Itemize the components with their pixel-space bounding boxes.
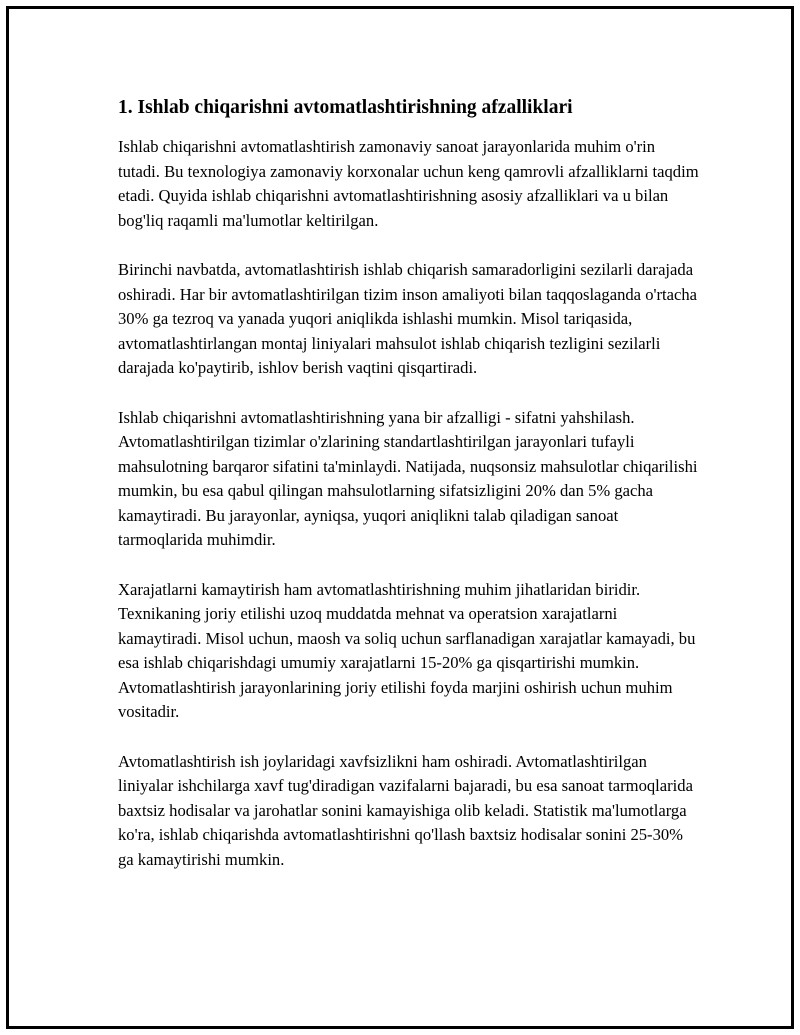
section-heading: 1. Ishlab chiqarishni avtomatlashtirishning afzalliklari — [118, 97, 573, 118]
paragraph-safety: Avtomatlashtirish ish joylaridagi xavfsizlikni ham oshiradi. Avtomatlashtirilgan liniyalar ishchilarga xavf tug'diradigan vazifalarni bajaradi, bu esa sanoat tarmoqlarida baxtsiz hodisalar va jarohatlar sonini kamayishiga olib keladi. Statistik ma'lumotlarga ko'ra, ishlab chiqarishda avtomatlashtirishni qo'llash baxtsiz hodisalar sonini 25-30% ga kamaytirishi mumkin. — [118, 751, 693, 869]
paragraph-quality: Ishlab chiqarishni avtomatlashtirishning yana bir afzalligi - sifatni yahshilash. Avtomatlashtirilgan tizimlar o'zlarining standartlashtirilgan jarayonlari tufayli mahsulotning barqaror sifatini ta'minlaydi. Natijada, nuqsonsiz mahsulotlar chiqarilishi mumkin, bu esa qabul qilingan mahsulotlarning sifatsizligini 20% dan 5% gacha kamaytiradi. Bu jarayonlar, ayniqsa, yuqori aniqlikni talab qiladigan sanoat tarmoqlarida muhimdir. — [118, 407, 698, 549]
paragraph-intro: Ishlab chiqarishni avtomatlashtirish zamonaviy sanoat jarayonlarida muhim o'rin tutadi. Bu texnologiya zamonaviy korxonalar uchun keng qamrovli afzalliklarni taqdim etadi. Quyida ishlab chiqarishni avtomatlashtirishning asosiy afzalliklari va u bilan bog'liq raqamli ma'lumotlar keltirilgan. — [118, 137, 699, 230]
paragraph-costs: Xarajatlarni kamaytirish ham avtomatlashtirishning muhim jihatlaridan biridir. Texnikaning joriy etilishi uzoq muddatda mehnat va operatsion xarajatlarni kamaytiradi. Misol uchun, maosh va soliq uchun sarflanadigan xarajatlar kamayadi, bu esa ishlab chiqarishdagi umumiy xarajatlarni 15-20% ga qisqartirishi mumkin. Avtomatlashtirish jarayonlarining joriy etilishi foyda marjini oshirish uchun muhim vositadir. — [118, 579, 696, 721]
paragraph-efficiency: Birinchi navbatda, avtomatlashtirish ishlab chiqarish samaradorligini sezilarli darajada oshiradi. Har bir avtomatlashtirilgan tizim inson amaliyoti bilan taqqoslaganda o'rtacha 30% ga tezroq va yanada yuqori aniqlikda ishlashi mumkin. Misol tariqasida, avtomatlashtirlangan montaj liniyalari mahsulot ishlab chiqarish tezligini sezilarli darajada ko'paytirib, ishlov berish vaqtini qisqartiradi. — [118, 260, 698, 377]
page-frame — [6, 6, 794, 1029]
document-body — [118, 94, 700, 897]
